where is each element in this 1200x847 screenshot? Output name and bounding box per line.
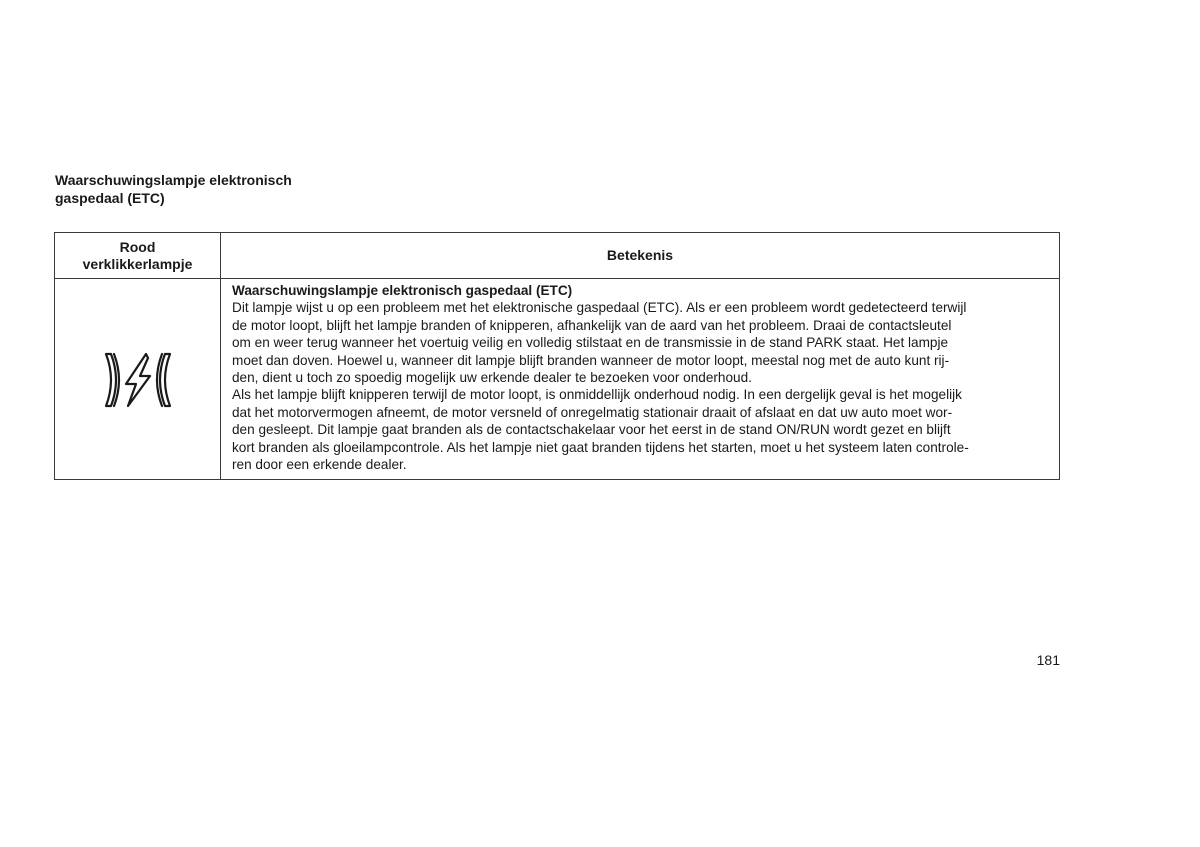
lamp-meaning-cell — [221, 279, 1060, 480]
entry-title: Waarschuwingslampje elektronisch gaspedaal (ETC) — [232, 283, 573, 298]
warning-lamp-table — [54, 232, 1060, 480]
header-lamp-line-1: Rood — [119, 238, 156, 255]
paragraph-2-line: kort branden als gloeilampcontrole. Als het lampje niet gaat branden tijdens het starten, moet u het systeem laten controle- — [232, 439, 969, 455]
electronic-throttle-control-icon — [102, 348, 174, 412]
section-heading-line-1: Waarschuwingslampje elektronisch — [55, 172, 292, 188]
section-heading — [55, 171, 415, 207]
paragraph-2-line: den gesleept. Dit lampje gaat branden als de contactschakelaar voor het eerst in de stand ON/RUN wordt gezet en blijft — [232, 422, 951, 438]
header-lamp-line-2: verklikkerlampje — [82, 255, 193, 272]
lamp-icon-cell — [55, 279, 221, 480]
paragraph-1-line: de motor loopt, blijft het lampje branden of knipperen, afhankelijk van de aard van het probleem. Draai de contactsleutel — [232, 317, 952, 333]
table-header-row — [55, 233, 1060, 279]
paragraph-1-line: moet dan doven. Hoewel u, wanneer dit lampje blijft branden wanneer de motor loopt, meestal nog met de auto kunt rij- — [232, 352, 950, 368]
table-row — [55, 279, 1060, 480]
paragraph-1-line: den, dient u toch zo spoedig mogelijk uw erkende dealer te bezoeken voor onderhoud. — [232, 370, 752, 386]
paragraph-2-line: ren door een erkende dealer. — [232, 457, 407, 473]
section-heading-line-2: gaspedaal (ETC) — [55, 190, 165, 206]
header-meaning: Betekenis — [221, 233, 1060, 279]
paragraph-1-line: om en weer terug wanneer het voertuig veilig en volledig stilstaat en de transmissie in de stand PARK staat. Het lampje — [232, 335, 949, 351]
paragraph-2-line: Als het lampje blijft knipperen terwijl de motor loopt, is onmiddellijk onderhoud nodig. In een dergelijk geval is het mogelijk — [232, 387, 962, 403]
paragraph-1-line: Dit lampje wijst u op een probleem met het elektronische gaspedaal (ETC). Als er een probleem wordt gedetecteerd terwijl — [232, 300, 967, 316]
page-number: 181 — [1036, 652, 1060, 668]
header-red-indicator-lamp — [55, 233, 221, 279]
paragraph-2-line: dat het motorvermogen afneemt, de motor versneld of onregelmatig stationair draait of afslaat en dat uw auto moet wor- — [232, 404, 953, 420]
